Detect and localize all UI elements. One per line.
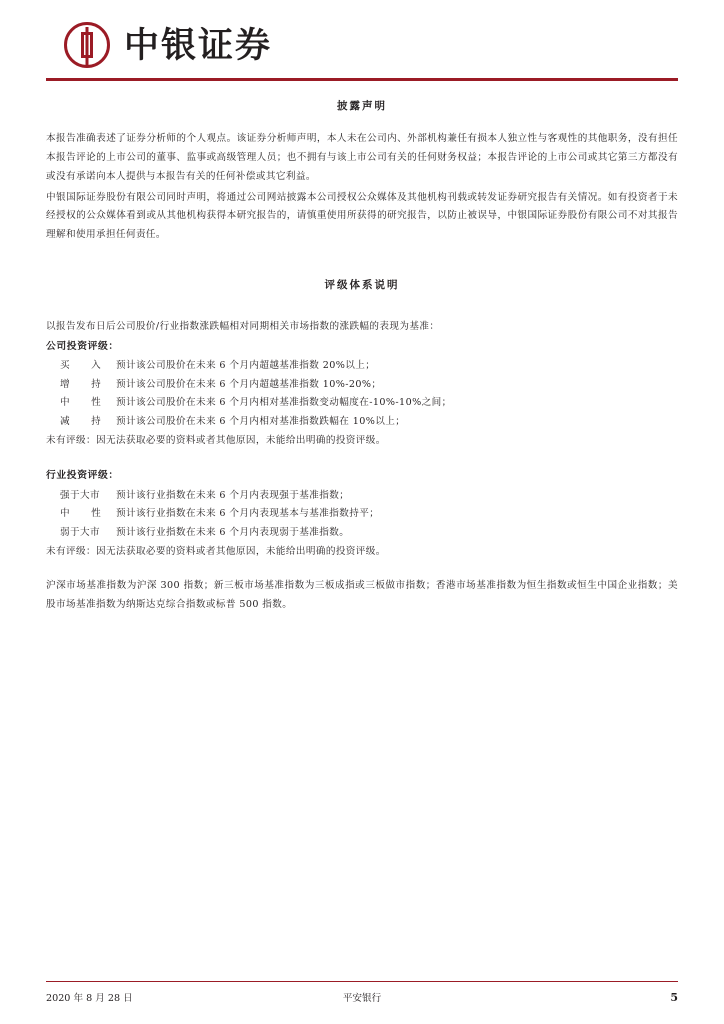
rating-label: 强于大市 [60,489,100,501]
rating-row [46,357,678,376]
rating-system-title: 评级体系说明 [324,278,400,291]
rating-description: 预计该行业指数在未来 6 个月内表现强于基准指数； [116,489,350,501]
industry-rating-heading: 行业投资评级： [46,470,119,482]
rating-description: 预计该公司股价在未来 6 个月内相对基准指数跌幅在 10%以上； [116,416,406,428]
rating-label: 中 性 [60,508,107,520]
rating-basis-text: 以报告发布日后公司股价/行业指数涨跌幅相对同期相关市场指数的涨跌幅的表现为基准： [46,321,440,333]
company-logo-text: 中银证券 [124,24,273,66]
rating-description: 预计该公司股价在未来 6 个月内相对基准指数变动幅度在-10%-10%之间； [116,397,452,409]
header-divider [46,78,678,81]
rating-row [46,394,678,413]
rating-row [46,487,678,506]
rating-row [46,505,678,524]
rating-description: 预计该行业指数在未来 6 个月内表现基本与基准指数持平； [116,508,380,520]
benchmark-note: 沪深市场基准指数为沪深 300 指数；新三板市场基准指数为三板成指或三板做市指数；香港市场基准指数为恒生指数或恒生中国企业指数；美股市场基准指数为纳斯达克综合指数或标普 500 指数。 [46,580,678,611]
rating-label: 弱于大市 [60,526,100,538]
footer-divider [46,981,678,982]
page-footer [46,988,678,1006]
rating-description: 预计该公司股价在未来 6 个月内超越基准指数 20%以上； [116,359,376,371]
rating-row [46,524,678,543]
page-number: 5 [670,990,678,1004]
rating-label: 买 入 [60,359,107,371]
rating-row [46,413,678,432]
rating-description: 预计该行业指数在未来 6 个月内表现弱于基准指数。 [116,526,350,538]
industry-rating-note: 未有评级：因无法获取必要的资料或者其他原因，未能给出明确的投资评级。 [46,545,386,557]
disclosure-title: 披露声明 [337,100,387,112]
rating-label: 减 持 [60,416,107,428]
footer-title: 平安银行 [342,993,382,1004]
company-rating-note: 未有评级：因无法获取必要的资料或者其他原因，未能给出明确的投资评级。 [46,434,386,446]
rating-description: 预计该公司股价在未来 6 个月内超越基准指数 10%-20%； [116,378,382,390]
rating-row [46,376,678,395]
rating-label: 增 持 [60,378,107,390]
disclosure-paragraph-1: 本报告准确表述了证券分析师的个人观点。该证券分析师声明，本人未在公司内、外部机构兼任有损本人独立性与客观性的其他职务，没有担任本报告评论的上市公司的董事、监事或高级管理人员；也不拥有与该上市公司有关的任何财务权益；本报告评论的上市公司或其它第三方都没有或没有承诺向本人提供与本报告有关的任何补偿或其它利益。 [46,133,678,182]
company-rating-heading: 公司投资评级： [46,340,119,352]
footer-date: 2020 年 8 月 28 日 [46,993,133,1004]
disclosure-paragraph-2: 中银国际证券股份有限公司同时声明，将通过公司网站披露本公司授权公众媒体及其他机构刊载或转发证券研究报告有关情况。如有投资者于未经授权的公众媒体看到或从其他机构获得本研究报告的，请慎重使用所获得的研究报告，以防止被误导，中银国际证券股份有限公司不对其报告理解和使用承担任何责任。 [46,191,678,240]
rating-label: 中 性 [60,397,107,409]
company-logo [46,22,678,68]
page-header [46,22,678,84]
boc-circle-logo-icon [64,22,110,68]
page-content [46,96,678,615]
